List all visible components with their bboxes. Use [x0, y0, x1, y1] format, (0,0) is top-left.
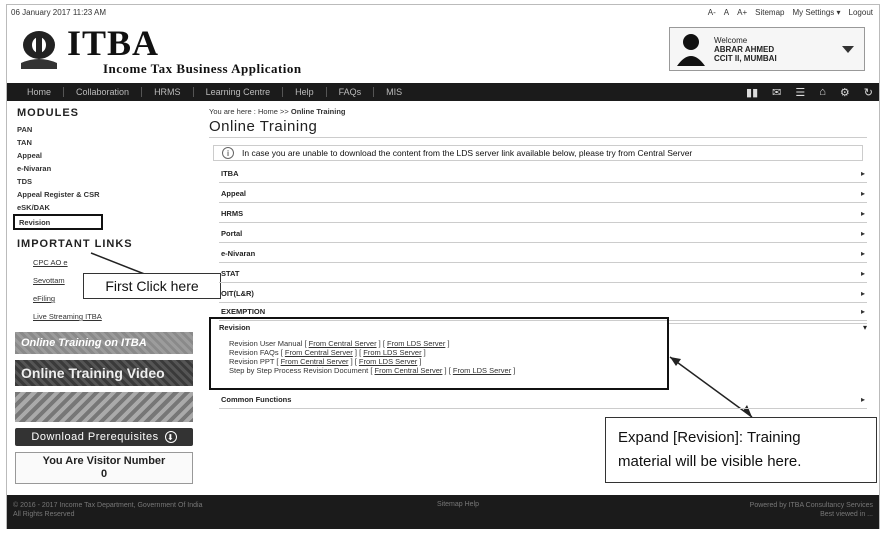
lds-server-link[interactable]: From LDS Server — [452, 366, 512, 375]
emblem-icon — [19, 27, 59, 71]
font-normal-button[interactable]: A — [723, 8, 730, 17]
logout-link[interactable]: Logout — [848, 8, 873, 17]
page-title: Online Training — [209, 118, 318, 135]
mail-icon[interactable]: ✉ — [772, 86, 782, 99]
refresh-icon[interactable]: ↻ — [863, 86, 873, 99]
sidebar-item-pan[interactable]: PAN — [17, 125, 33, 134]
visitor-counter — [15, 452, 193, 484]
top-links — [708, 8, 873, 17]
breadcrumb-separator: >> — [280, 107, 289, 116]
revision-header[interactable]: Revision — [219, 323, 251, 332]
section-label: ITBA — [221, 169, 239, 178]
row-title: Step by Step Process Revision Document — [229, 366, 369, 375]
nav-item-help[interactable]: Help — [283, 87, 327, 97]
chevron-right-icon: ▸ — [860, 169, 865, 178]
font-small-button[interactable]: A- — [707, 8, 716, 17]
logo-subtitle: Income Tax Business Application — [103, 61, 302, 76]
section-label: Common Functions — [221, 395, 292, 404]
header — [7, 21, 879, 83]
chevron-right-icon: ▸ — [860, 209, 865, 218]
row-title: Revision PPT — [229, 357, 275, 366]
nav-item-hrms[interactable]: HRMS — [142, 87, 194, 97]
section-oit-lr[interactable] — [219, 285, 867, 303]
sitemap-link[interactable]: Sitemap — [755, 8, 785, 17]
my-settings-menu[interactable]: My Settings ▾ — [792, 8, 841, 17]
revision-divider — [669, 323, 867, 324]
breadcrumb-home[interactable]: Home — [257, 107, 278, 116]
callout-line-1: Expand [Revision]: Training — [618, 429, 801, 446]
chevron-right-icon: ▸ — [860, 189, 865, 198]
section-label: e-Nivaran — [221, 249, 256, 258]
visitor-count: 0 — [100, 468, 108, 480]
revision-row: Revision PPT [ From Central Server ] [ From LDS Server ] — [229, 357, 422, 366]
font-large-button[interactable]: A+ — [737, 8, 748, 17]
lds-server-link[interactable]: From LDS Server — [387, 339, 446, 348]
nav-item-mis[interactable]: MIS — [386, 87, 403, 97]
logo-title: ITBA — [67, 23, 160, 63]
main-nav — [7, 83, 879, 101]
chevron-right-icon: ▸ — [860, 307, 865, 316]
section-portal[interactable] — [219, 225, 867, 243]
title-divider — [209, 137, 867, 138]
section-label: HRMS — [221, 209, 244, 218]
list-icon[interactable]: ☰ — [795, 86, 806, 99]
sidebar-item-appeal-register[interactable]: Appeal Register & CSR — [17, 190, 100, 199]
link-sevottam[interactable]: Sevottam — [33, 276, 65, 285]
chevron-right-icon: ▸ — [860, 395, 865, 404]
powered-by-text: Powered by ITBA Consultancy Services — [749, 502, 873, 509]
info-icon: i — [222, 147, 234, 159]
nav-icons — [746, 83, 873, 101]
chevron-right-icon: ▸ — [860, 289, 865, 298]
page — [6, 4, 880, 529]
footer — [7, 495, 879, 529]
copyright-text: © 2016 - 2017 Income Tax Department, Government Of India — [13, 502, 203, 509]
notice-text: In case you are unable to download the content from the LDS server link available below, please try from Central Server — [242, 148, 693, 158]
lds-server-link[interactable]: From LDS Server — [358, 357, 418, 366]
footer-left — [13, 501, 202, 519]
top-strip — [7, 5, 879, 21]
revision-row: Revision User Manual [ From Central Server ] [ From LDS Server ] — [229, 339, 450, 348]
sidebar-item-enivaran[interactable]: e-Nivaran — [17, 164, 52, 173]
central-server-link[interactable]: From Central Server — [308, 339, 377, 348]
section-stat[interactable] — [219, 265, 867, 283]
section-label: STAT — [221, 269, 240, 278]
footer-center-links[interactable]: Sitemap Help — [437, 501, 480, 508]
breadcrumb-prefix: You are here : — [209, 107, 256, 116]
user-info — [714, 36, 842, 63]
central-server-link[interactable]: From Central Server — [280, 357, 349, 366]
sidebar-item-appeal[interactable]: Appeal — [17, 151, 43, 160]
download-prerequisites-button[interactable] — [15, 428, 193, 446]
central-server-link[interactable]: From Central Server — [374, 366, 443, 375]
home-icon[interactable]: ⌂ — [819, 86, 826, 98]
central-server-link[interactable]: From Central Server — [284, 348, 353, 357]
chevron-down-icon — [842, 46, 854, 53]
download-icon: ⬇ — [165, 431, 177, 443]
section-itba[interactable] — [219, 165, 867, 183]
chevron-right-icon: ▸ — [860, 269, 865, 278]
expand-revision-callout — [605, 417, 877, 483]
section-appeal[interactable] — [219, 185, 867, 203]
footer-right — [750, 501, 873, 519]
callout-line-2: material will be visible here. — [618, 453, 802, 470]
welcome-label: Welcome — [714, 35, 748, 45]
important-links-heading: IMPORTANT LINKS — [17, 238, 133, 250]
first-click-callout: First Click here — [83, 273, 221, 299]
section-revision-expanded — [209, 317, 669, 390]
chevron-down-icon: ▾ — [862, 323, 867, 332]
chart-icon[interactable]: ▮▮ — [746, 86, 759, 99]
section-hrms[interactable] — [219, 205, 867, 223]
row-title: Revision User Manual — [229, 339, 303, 348]
section-common-functions[interactable] — [219, 391, 867, 409]
sidebar-item-tan[interactable]: TAN — [17, 138, 32, 147]
online-training-video-button[interactable]: Online Training Video — [15, 360, 193, 386]
sidebar-item-revision[interactable]: Revision — [13, 214, 103, 230]
datetime: 06 January 2017 11:23 AM — [11, 8, 107, 17]
notice-bar — [213, 145, 863, 161]
modules-heading: MODULES — [17, 107, 79, 119]
nav-item-home[interactable]: Home — [15, 87, 64, 97]
row-title: Revision FAQs — [229, 348, 279, 357]
breadcrumb-current: Online Training — [290, 107, 346, 116]
section-label: EXEMPTION — [221, 307, 266, 316]
chevron-right-icon: ▸ — [860, 249, 865, 258]
section-label: OIT(L&R) — [221, 289, 254, 298]
section-label: Appeal — [221, 189, 247, 198]
section-enivaran[interactable] — [219, 245, 867, 263]
banner-button[interactable] — [15, 392, 193, 422]
settings-icon[interactable]: ⚙ — [839, 86, 850, 99]
link-efiling[interactable]: eFiling — [33, 294, 56, 303]
user-menu[interactable] — [669, 27, 865, 71]
sidebar-item-tds[interactable]: TDS — [17, 177, 32, 186]
lds-server-link[interactable]: From LDS Server — [363, 348, 422, 357]
user-avatar-icon — [676, 32, 706, 66]
online-training-itba-button[interactable]: Online Training on ITBA — [15, 332, 193, 354]
user-name: ABRAR AHMED — [714, 44, 775, 54]
link-live-streaming[interactable]: Live Streaming ITBA — [33, 312, 102, 321]
section-label: Portal — [221, 229, 243, 238]
download-label: Download Prerequisites — [31, 431, 159, 443]
user-designation: CCIT II, MUMBAI — [714, 53, 777, 63]
rights-text: All Rights Reserved — [13, 511, 75, 518]
visitor-label: You Are Visitor Number — [42, 455, 166, 467]
browser-note: Best viewed in ... — [820, 511, 873, 518]
revision-row: Step by Step Process Revision Document [ From Central Server ] [ From LDS Server ] — [229, 366, 516, 375]
nav-item-faqs[interactable]: FAQs — [327, 87, 375, 97]
breadcrumb — [209, 107, 346, 116]
my-settings-label: My Settings — [792, 8, 835, 17]
nav-item-learning-centre[interactable]: Learning Centre — [194, 87, 284, 97]
link-cpc-ao[interactable]: CPC AO e — [33, 258, 68, 267]
chevron-right-icon: ▸ — [860, 229, 865, 238]
nav-item-collaboration[interactable]: Collaboration — [64, 87, 142, 97]
sidebar-item-esk-dak[interactable]: eSK/DAK — [17, 203, 50, 212]
revision-row: Revision FAQs [ From Central Server ] [ From LDS Server ] — [229, 348, 426, 357]
